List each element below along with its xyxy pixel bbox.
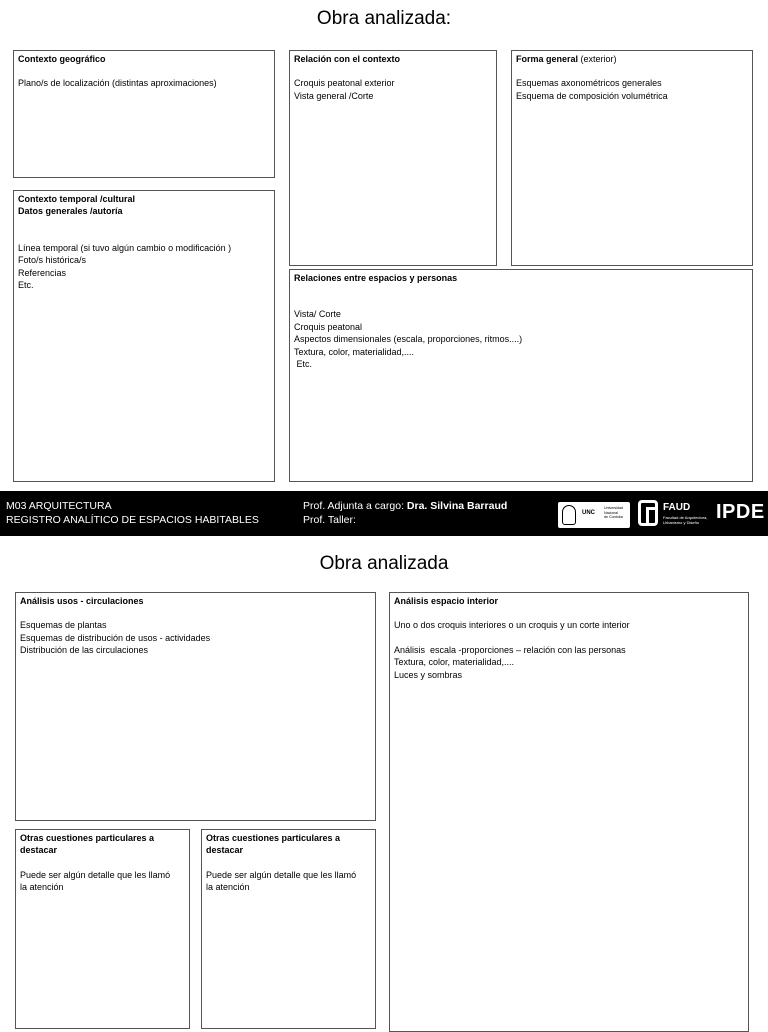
box-line: Esquemas axonométricos generales	[516, 78, 662, 89]
box-line: Luces y sombras	[394, 669, 463, 680]
box-line: Textura, color, materialidad,....	[394, 657, 515, 668]
otras-cuestiones-box-2	[201, 829, 376, 1029]
otras-cuestiones-box-1	[15, 829, 190, 1029]
box-line: Referencias	[18, 267, 67, 278]
box-heading: Relaciones entre espacios y personas	[294, 273, 458, 283]
course-info	[6, 499, 259, 527]
box-heading: Forma general	[516, 54, 579, 64]
page-title: Obra analizada:	[316, 8, 452, 29]
faud-logo	[638, 500, 710, 528]
box-heading: Otras cuestiones particulares a	[206, 833, 341, 843]
box-line: Vista general /Corte	[294, 90, 374, 101]
box-line: Textura, color, materialidad,....	[294, 346, 415, 357]
taller-label: Prof. Taller:	[303, 514, 356, 526]
relacion-contexto-box	[289, 50, 497, 266]
prof-label: Prof. Adjunta a cargo:	[303, 500, 407, 512]
prof-name: Dra. Silvina Barraud	[406, 500, 508, 512]
unc-seal-icon	[562, 505, 576, 525]
unc-logo	[558, 502, 630, 528]
box-line: Esquemas de distribución de usos - actividades	[20, 632, 211, 643]
box-heading: Análisis usos - circulaciones	[20, 596, 144, 606]
box-line: Línea temporal (si tuvo algún cambio o modificación )	[18, 242, 232, 253]
box-heading: Otras cuestiones particulares a	[20, 833, 155, 843]
professor-info	[303, 499, 507, 527]
analisis-interior-box	[389, 592, 749, 1032]
box-line: Distribución de las circulaciones	[20, 645, 149, 656]
box-heading-suffix: (exterior)	[578, 54, 617, 64]
box-heading: Datos generales /autoría	[18, 206, 123, 217]
box-heading: Relación con el contexto	[294, 54, 401, 64]
faud-logo-subtext: Facultad de Arquitectura, Urbanismo y Diseño	[663, 515, 708, 525]
relaciones-espacios-box	[289, 269, 753, 482]
box-heading: Contexto geográfico	[18, 54, 106, 64]
faud-logo-text: FAUD	[663, 502, 691, 513]
box-line: la atención	[206, 882, 250, 893]
analisis-usos-box	[15, 592, 376, 821]
box-line: Vista/ Corte	[294, 309, 341, 320]
box-line: Plano/s de localización (distintas aproximaciones)	[18, 78, 217, 89]
box-line: Croquis peatonal	[294, 321, 363, 332]
box-line: Etc.	[18, 280, 34, 291]
box-line: la atención	[20, 882, 64, 893]
box-line: Etc.	[294, 359, 313, 370]
faud-mark-icon	[638, 500, 658, 526]
box-line: Puede ser algún detalle que les llamó	[206, 869, 357, 880]
contexto-temporal-box	[13, 190, 275, 482]
forma-general-box	[511, 50, 753, 266]
page-title: Obra analizada	[319, 553, 449, 574]
contexto-geografico-box	[13, 50, 275, 178]
footer-banner	[0, 491, 768, 536]
unc-logo-subtext: Universidad Nacional de Córdoba	[604, 506, 623, 519]
box-line: Esquema de composición volumétrica	[516, 90, 668, 101]
box-heading: destacar	[206, 845, 244, 856]
box-line: Foto/s histórica/s	[18, 255, 87, 266]
box-line: Esquemas de plantas	[20, 620, 107, 631]
box-heading: Análisis espacio interior	[394, 596, 499, 606]
box-heading: Contexto temporal /cultural	[18, 194, 136, 204]
box-line: Croquis peatonal exterior	[294, 78, 395, 89]
course-code: M03 ARQUITECTURA	[6, 500, 112, 512]
box-line: Puede ser algún detalle que les llamó	[20, 869, 171, 880]
course-name: REGISTRO ANALÍTICO DE ESPACIOS HABITABLES	[6, 514, 259, 526]
box-line: Uno o dos croquis interiores o un croquis y un corte interior	[394, 620, 630, 631]
box-line: Análisis escala -proporciones – relación con las personas	[394, 644, 626, 655]
box-line: Aspectos dimensionales (escala, proporciones, ritmos....)	[294, 334, 523, 345]
unc-logo-text: UNC	[582, 510, 595, 516]
ipde-logo: IPDE	[716, 501, 765, 523]
box-heading: destacar	[20, 845, 58, 856]
